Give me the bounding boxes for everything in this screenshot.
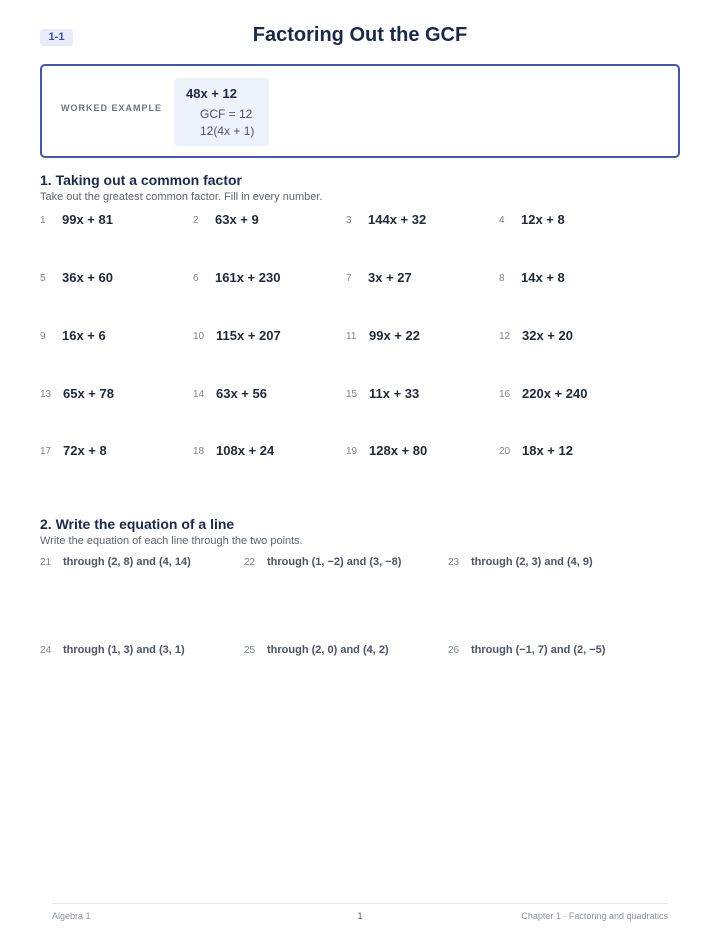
problem-number: 20 <box>499 446 511 457</box>
example-problem: 48x + 12 <box>186 86 237 101</box>
problem-number: 26 <box>448 645 460 656</box>
worked-example-card <box>174 78 269 146</box>
problem-expression: 63x + 9 <box>215 212 259 227</box>
problem-number: 5 <box>40 273 46 284</box>
problem-expression: 161x + 230 <box>215 270 281 285</box>
lesson-badge: 1-1 <box>40 29 73 46</box>
problem-expression: 36x + 60 <box>62 270 113 285</box>
section-2-instructions: Write the equation of each line through the two points. <box>40 535 303 547</box>
problem-expression: 99x + 22 <box>369 328 420 343</box>
problem-prompt: through (1, 3) and (3, 1) <box>63 644 185 656</box>
problem-expression: 14x + 8 <box>521 270 565 285</box>
problem-number: 7 <box>346 273 352 284</box>
problem-number: 8 <box>499 273 505 284</box>
problem-prompt: through (1, −2) and (3, −8) <box>267 556 402 568</box>
section-1-title: 1. Taking out a common factor <box>40 172 242 188</box>
worked-example-box <box>40 64 680 158</box>
problem-number: 25 <box>244 645 256 656</box>
problem-number: 16 <box>499 389 511 400</box>
problem-number: 3 <box>346 215 352 226</box>
problem-expression: 16x + 6 <box>62 328 106 343</box>
footer-course: Algebra 1 <box>52 911 91 921</box>
section-1-instructions: Take out the greatest common factor. Fill in every number. <box>40 191 323 203</box>
problem-expression: 99x + 81 <box>62 212 113 227</box>
problem-expression: 72x + 8 <box>63 443 107 458</box>
problem-expression: 128x + 80 <box>369 443 428 458</box>
problem-expression: 220x + 240 <box>522 386 588 401</box>
problem-number: 10 <box>193 331 205 342</box>
problem-expression: 12x + 8 <box>521 212 565 227</box>
problem-prompt: through (−1, 7) and (2, −5) <box>471 644 606 656</box>
section-2-title: 2. Write the equation of a line <box>40 516 235 532</box>
footer-chapter: Chapter 1 · Factoring and quadratics <box>521 911 668 921</box>
problem-expression: 18x + 12 <box>522 443 573 458</box>
problem-expression: 32x + 20 <box>522 328 573 343</box>
problem-number: 1 <box>40 215 46 226</box>
problem-number: 4 <box>499 215 505 226</box>
problem-number: 6 <box>193 273 199 284</box>
problem-number: 21 <box>40 557 52 568</box>
problem-number: 17 <box>40 446 52 457</box>
problem-expression: 115x + 207 <box>216 328 281 343</box>
problem-expression: 144x + 32 <box>368 212 427 227</box>
problem-number: 19 <box>346 446 358 457</box>
example-step-factored: 12(4x + 1) <box>200 124 255 138</box>
problem-expression: 11x + 33 <box>369 386 420 401</box>
problem-number: 23 <box>448 557 460 568</box>
worked-example-label: WORKED EXAMPLE <box>61 103 163 113</box>
footer-page-number: 1 <box>357 911 363 921</box>
example-step-gcf: GCF = 12 <box>200 107 253 121</box>
problem-expression: 63x + 56 <box>216 386 267 401</box>
problem-number: 15 <box>346 389 358 400</box>
problem-number: 14 <box>193 389 205 400</box>
problem-number: 13 <box>40 389 52 400</box>
problem-prompt: through (2, 0) and (4, 2) <box>267 644 389 656</box>
page-title: Factoring Out the GCF <box>252 24 468 46</box>
problem-number: 24 <box>40 645 52 656</box>
problem-expression: 108x + 24 <box>216 443 275 458</box>
problem-number: 11 <box>346 331 357 342</box>
problem-expression: 65x + 78 <box>63 386 114 401</box>
problem-prompt: through (2, 3) and (4, 9) <box>471 556 593 568</box>
problem-expression: 3x + 27 <box>368 270 412 285</box>
problem-number: 12 <box>499 331 511 342</box>
problem-prompt: through (2, 8) and (4, 14) <box>63 556 191 568</box>
problem-number: 9 <box>40 331 46 342</box>
problem-number: 18 <box>193 446 205 457</box>
problem-number: 22 <box>244 557 256 568</box>
footer-divider <box>52 903 668 904</box>
problem-number: 2 <box>193 215 199 226</box>
